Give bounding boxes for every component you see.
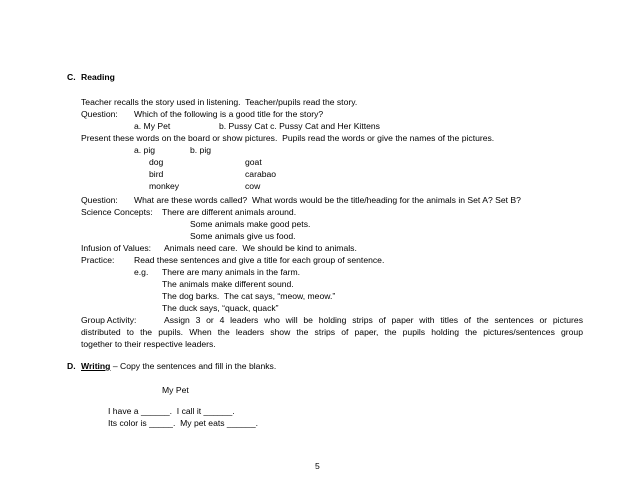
science-concepts-label: Science Concepts: [81,207,153,217]
section-d-heading-line [81,362,276,371]
example-sentence: There are many animals in the farm. [162,267,301,277]
example-sentence: The animals make different sound. [162,279,294,289]
set-a-word: bird [149,169,164,179]
practice-text: Read these sentences and give a title for each group of sentence. [134,255,385,265]
infusion-values-label: Infusion of Values: [81,243,152,253]
science-concept-line: There are different animals around. [162,207,297,217]
page-number: 5 [315,461,320,471]
science-concept-line: Some animals make good pets. [190,219,311,229]
question-1-label: Question: [81,109,118,119]
practice-label: Practice: [81,255,115,265]
section-d-letter: D. [67,361,76,371]
example-sentence: The dog barks. The cat says, “meow, meow.” [162,291,336,301]
section-c-heading: Reading [81,72,115,82]
section-d-heading: Writing [81,361,111,371]
set-a-word: monkey [149,181,180,191]
group-activity-line: together to their respective leaders. [81,339,216,349]
set-a-word: dog [149,157,164,167]
group-activity-line: Assign 3 or 4 leaders who will be holding strips of paper with titles of the sentences or pictures [164,315,583,325]
section-d-instruction: – Copy the sentences and fill in the blanks. [110,361,277,371]
set-b-word: cow [245,181,261,191]
reading-intro: Teacher recalls the story used in listening. Teacher/pupils read the story. [81,97,358,107]
set-a-label: a. pig [134,145,156,155]
set-b-label: b. pig [190,145,212,155]
infusion-values-text: Animals need care. We should be kind to animals. [164,243,357,253]
fill-in-sentence: I have a ______. I call it ______. [108,406,235,416]
group-activity-label: Group Activity: [81,315,137,325]
question-1-option-b: b. Pussy Cat c. Pussy Cat and Her Kittens [219,121,380,131]
question-2-label: Question: [81,195,118,205]
set-b-word: carabao [245,169,277,179]
science-concept-line: Some animals give us food. [190,231,296,241]
example-label: e.g. [134,267,149,277]
question-2-text: What are these words called? What words would be the title/heading for the animals in Set A? Set B? [134,195,521,205]
my-pet-title: My Pet [162,385,189,395]
question-1-text: Which of the following is a good title for the story? [134,109,324,119]
set-b-word: goat [245,157,262,167]
group-activity-line: distributed to the pupils. When the leaders show the strips of paper, the pupils holding the pictures/sentences group [81,327,583,337]
fill-in-sentence: Its color is _____. My pet eats ______. [108,418,259,428]
example-sentence: The duck says, “quack, quack” [162,303,279,313]
present-words-instruction: Present these words on the board or show pictures. Pupils read the words or give the names of the pictures. [81,133,495,143]
question-1-option-a: a. My Pet [134,121,171,131]
section-c-letter: C. [67,72,76,82]
